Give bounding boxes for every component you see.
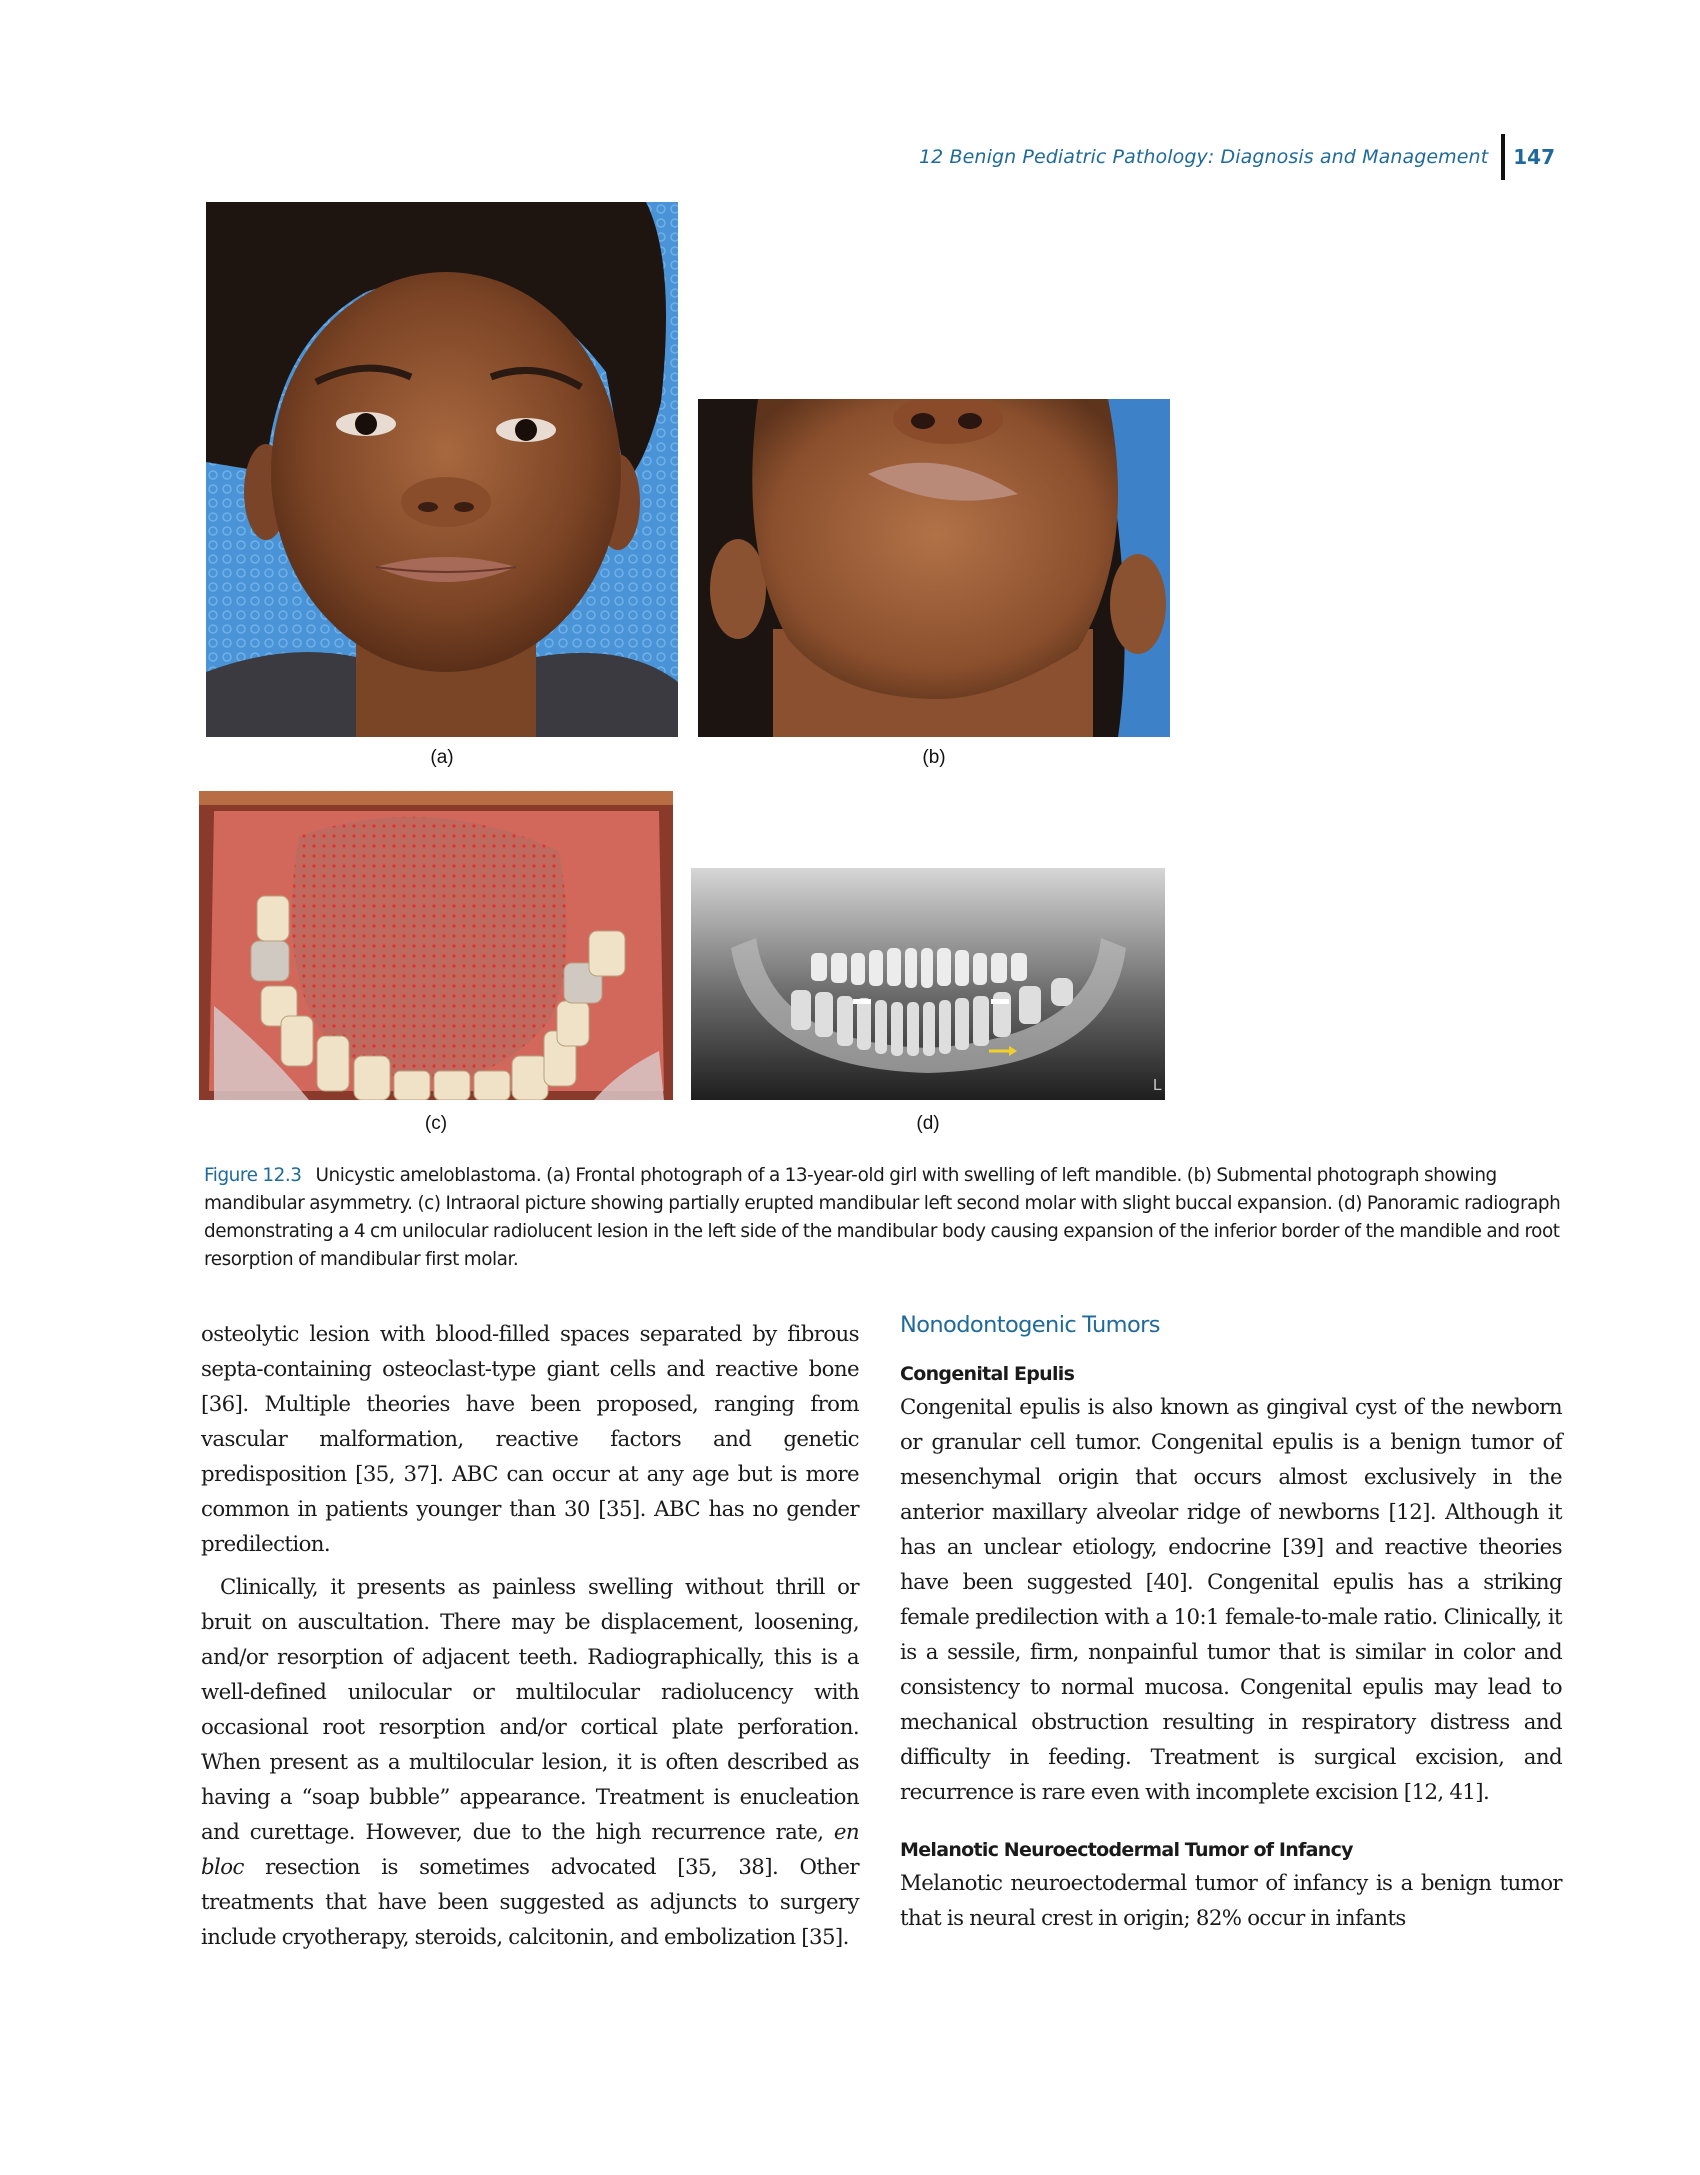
header-divider [1501, 134, 1505, 180]
figure-caption [204, 1162, 1574, 1274]
figure-number: Figure 12.3 [204, 1165, 302, 1186]
right-column [900, 1310, 1562, 1936]
section-heading: Nonodontogenic Tumors [900, 1312, 1160, 1338]
panel-label-b: (b) [922, 747, 946, 768]
caption-text: Unicystic ameloblastoma. (a) Frontal photograph of a 13-year-old girl with swelling of left mandible. (b) Submental photograph showing mandibular asymmetry. (c) Intraoral picture showing partially erupted mandibular left second molar with slight buccal expansion. (d) Panoramic radiograph demonstrating a 4 cm unilocular radiolucent lesion in the left side of the mandibular body causing expansion of the inferior border of the mandible and root resorption of mandibular first molar. [204, 1165, 1561, 1270]
paragraph-abc-histology: osteolytic lesion with blood-filled spaces separated by fibrous septa-containing osteoclast-type giant cells and reactive bone [36]. Multiple theories have been proposed, ranging from vascular malformation, reactive factors and genetic predisposition [35, 37]. ABC can occur at any age but is more common in patients younger than 30 [35]. ABC has no gender predilection. [201, 1322, 859, 1557]
intraoral-photo-image [199, 791, 673, 1100]
panel-label-d: (d) [916, 1113, 940, 1134]
paragraph-text: resection is sometimes advocated [35, 38]. Other treatments that have been suggested as adjuncts to surgery include cryotherapy, steroids, calcitonin, and embolization [35]. [201, 1855, 859, 1950]
figure-panel-a [206, 202, 678, 737]
paragraph-abc-clinical [201, 1570, 859, 1955]
panel-label-a: (a) [430, 747, 454, 768]
paragraph-text: Clinically, it presents as painless swelling without thrill or bruit on auscultation. There may be displacement, loosening, and/or resorption of adjacent teeth. Radiographically, this is a well-defined unilocular or multilocular radiolucency with occasional root resorption and/or cortical plate perforation. When present as a multilocular lesion, it is often described as having a “soap bubble” appearance. Treatment is enucleation and curettage. However, due to the high recurrence rate, [201, 1575, 859, 1845]
running-header [919, 134, 1555, 180]
panoramic-radiograph-image [691, 868, 1165, 1100]
figure-panel-d [691, 868, 1165, 1100]
subsection-heading-congenital-epulis: Congenital Epulis [900, 1363, 1075, 1385]
side-marker-l: L [1153, 1077, 1162, 1094]
running-title: 12 Benign Pediatric Pathology: Diagnosis and Management [918, 146, 1489, 168]
figure-panel-c [199, 791, 673, 1100]
italic-term: en bloc [201, 1820, 859, 1880]
left-column [201, 1317, 859, 1955]
panel-label-c: (c) [424, 1113, 448, 1134]
page-number: 147 [1513, 145, 1555, 169]
paragraph-congenital-epulis: Congenital epulis is also known as gingival cyst of the newborn or granular cell tumor. Congenital epulis is a benign tumor of mesenchymal origin that occurs almost exclusively in the anterior maxillary alveolar ridge of newborns [12]. Although it has an unclear etiology, endocrine [39] and reactive theories have been suggested [40]. Congenital epulis has a striking female predilection with a 10:1 female-to-male ratio. Clinically, it is a sessile, firm, nonpainful tumor that is similar in color and consistency to normal mucosa. Congenital epulis may lead to mechanical obstruction resulting in respiratory distress and difficulty in feeding. Treatment is surgical excision, and recurrence is rare even with incomplete excision [12, 41]. [900, 1395, 1562, 1805]
paragraph-melanotic-tumor: Melanotic neuroectodermal tumor of infancy is a benign tumor that is neural crest in origin; 82% occur in infants [900, 1871, 1562, 1931]
subsection-heading-melanotic-tumor: Melanotic Neuroectodermal Tumor of Infancy [900, 1839, 1353, 1861]
submental-photo-image [698, 399, 1170, 737]
figure-panel-b [698, 399, 1170, 737]
frontal-face-photo-image [206, 202, 678, 737]
